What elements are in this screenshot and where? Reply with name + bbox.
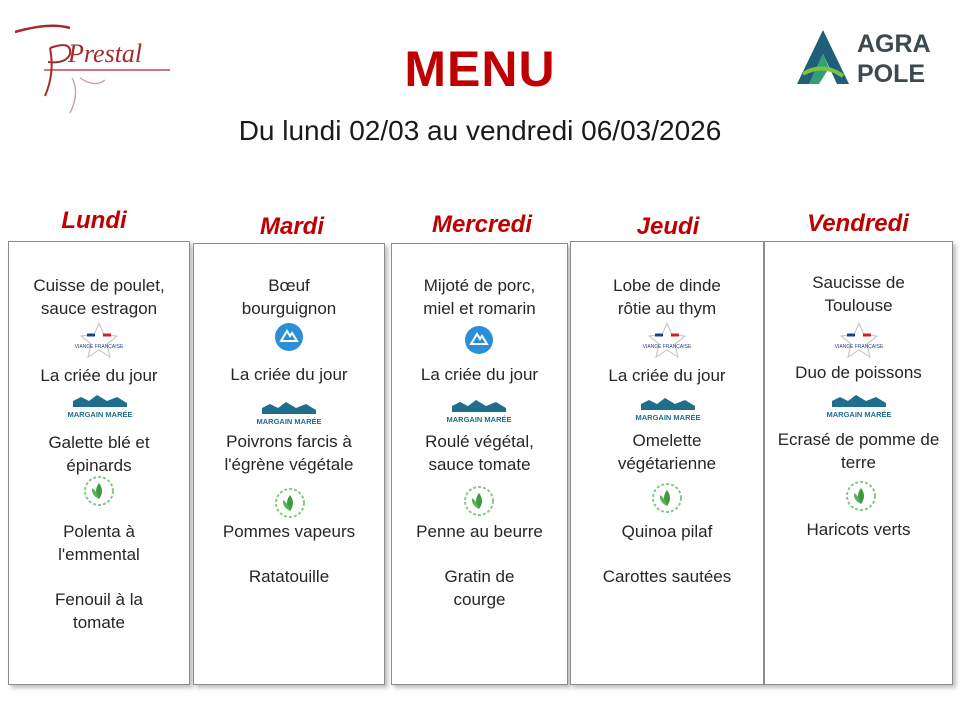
- vegetarian-leaf-icon: [463, 485, 495, 517]
- vegetarian-dish: Roulé végétal, sauce tomate: [425, 432, 534, 474]
- svg-text:MARGAIN MARÉE: MARGAIN MARÉE: [826, 410, 892, 419]
- day-column-mardi: [193, 243, 385, 685]
- vegetarian-dish: Poivrons farcis à l'égrène végétale: [224, 432, 354, 474]
- alpes-origin-icon: [274, 322, 304, 352]
- viande-francaise-icon: [834, 321, 884, 363]
- main-dish: Bœuf bourguignon: [241, 276, 337, 318]
- fish-dish: La criée du jour: [230, 365, 348, 384]
- vegetarian-leaf-icon: [83, 475, 115, 507]
- side-dish: Quinoa pilaf: [621, 522, 713, 541]
- day-column-lundi: [8, 241, 190, 685]
- main-dish: Lobe de dinde rôtie au thym: [613, 276, 721, 318]
- day-label-jeudi: Jeudi: [636, 213, 700, 240]
- day-label-mardi: Mardi: [259, 213, 324, 240]
- vegetarian-leaf-icon: [274, 487, 306, 519]
- vegetarian-dish: Omelette végétarienne: [617, 431, 717, 473]
- svg-text:MARGAIN MARÉE: MARGAIN MARÉE: [635, 413, 701, 422]
- main-dish: Mijoté de porc, miel et romarin: [423, 276, 536, 318]
- vegetarian-dish: Galette blé et épinards: [48, 433, 150, 475]
- main-dish: Cuisse de poulet, sauce estragon: [33, 276, 165, 318]
- margain-maree-icon: [438, 396, 520, 426]
- day-column-vendredi: [764, 241, 953, 685]
- margain-maree-icon: [818, 391, 900, 421]
- side-dish: Carottes sautées: [602, 567, 732, 586]
- day-column-mercredi: [391, 243, 568, 685]
- page-title: MENU: [404, 41, 556, 97]
- vegetarian-leaf-icon: [651, 482, 683, 514]
- svg-text:VIANDE FRANÇAISE: VIANDE FRANÇAISE: [834, 344, 884, 350]
- side-dish: Pommes vapeurs: [222, 522, 356, 541]
- margain-maree-icon: [248, 398, 330, 428]
- fish-dish: La criée du jour: [40, 366, 158, 385]
- vegetarian-dish: Ecrasé de pomme de terre: [777, 430, 940, 472]
- main-dish: Saucisse de Toulouse: [812, 273, 905, 315]
- margain-maree-icon: [59, 391, 141, 421]
- svg-text:VIANDE FRANÇAISE: VIANDE FRANÇAISE: [74, 344, 124, 350]
- side-dish: Fenouil à la tomate: [55, 590, 143, 632]
- side-dish: Gratin de courge: [444, 567, 515, 609]
- svg-text:POLE: POLE: [857, 60, 926, 88]
- viande-francaise-icon: [74, 321, 124, 363]
- svg-text:VIANDE FRANÇAISE: VIANDE FRANÇAISE: [642, 344, 692, 350]
- side-dish: Ratatouille: [248, 567, 330, 586]
- side-dish: Haricots verts: [806, 520, 911, 539]
- viande-francaise-icon: [642, 321, 692, 363]
- week-range: Du lundi 02/03 au vendredi 06/03/2026: [238, 115, 722, 146]
- fish-dish: Duo de poissons: [795, 363, 922, 382]
- vegetarian-leaf-icon: [845, 480, 877, 512]
- svg-text:Prestal: Prestal: [68, 39, 143, 68]
- alpes-origin-icon: [464, 325, 494, 355]
- fish-dish: La criée du jour: [608, 366, 726, 385]
- svg-text:MARGAIN MARÉE: MARGAIN MARÉE: [256, 417, 322, 426]
- day-label-lundi: Lundi: [61, 207, 127, 234]
- margain-maree-icon: [627, 394, 709, 424]
- svg-text:AGRA: AGRA: [857, 30, 931, 58]
- fish-dish: La criée du jour: [420, 365, 539, 384]
- day-column-jeudi: [570, 241, 764, 685]
- day-label-mercredi: Mercredi: [431, 211, 533, 238]
- day-label-vendredi: Vendredi: [807, 210, 909, 237]
- side-dish: Penne au beurre: [416, 522, 543, 541]
- side-dish: Polenta à l'emmental: [58, 522, 140, 564]
- svg-text:MARGAIN MARÉE: MARGAIN MARÉE: [446, 415, 512, 424]
- svg-text:MARGAIN MARÉE: MARGAIN MARÉE: [67, 410, 133, 419]
